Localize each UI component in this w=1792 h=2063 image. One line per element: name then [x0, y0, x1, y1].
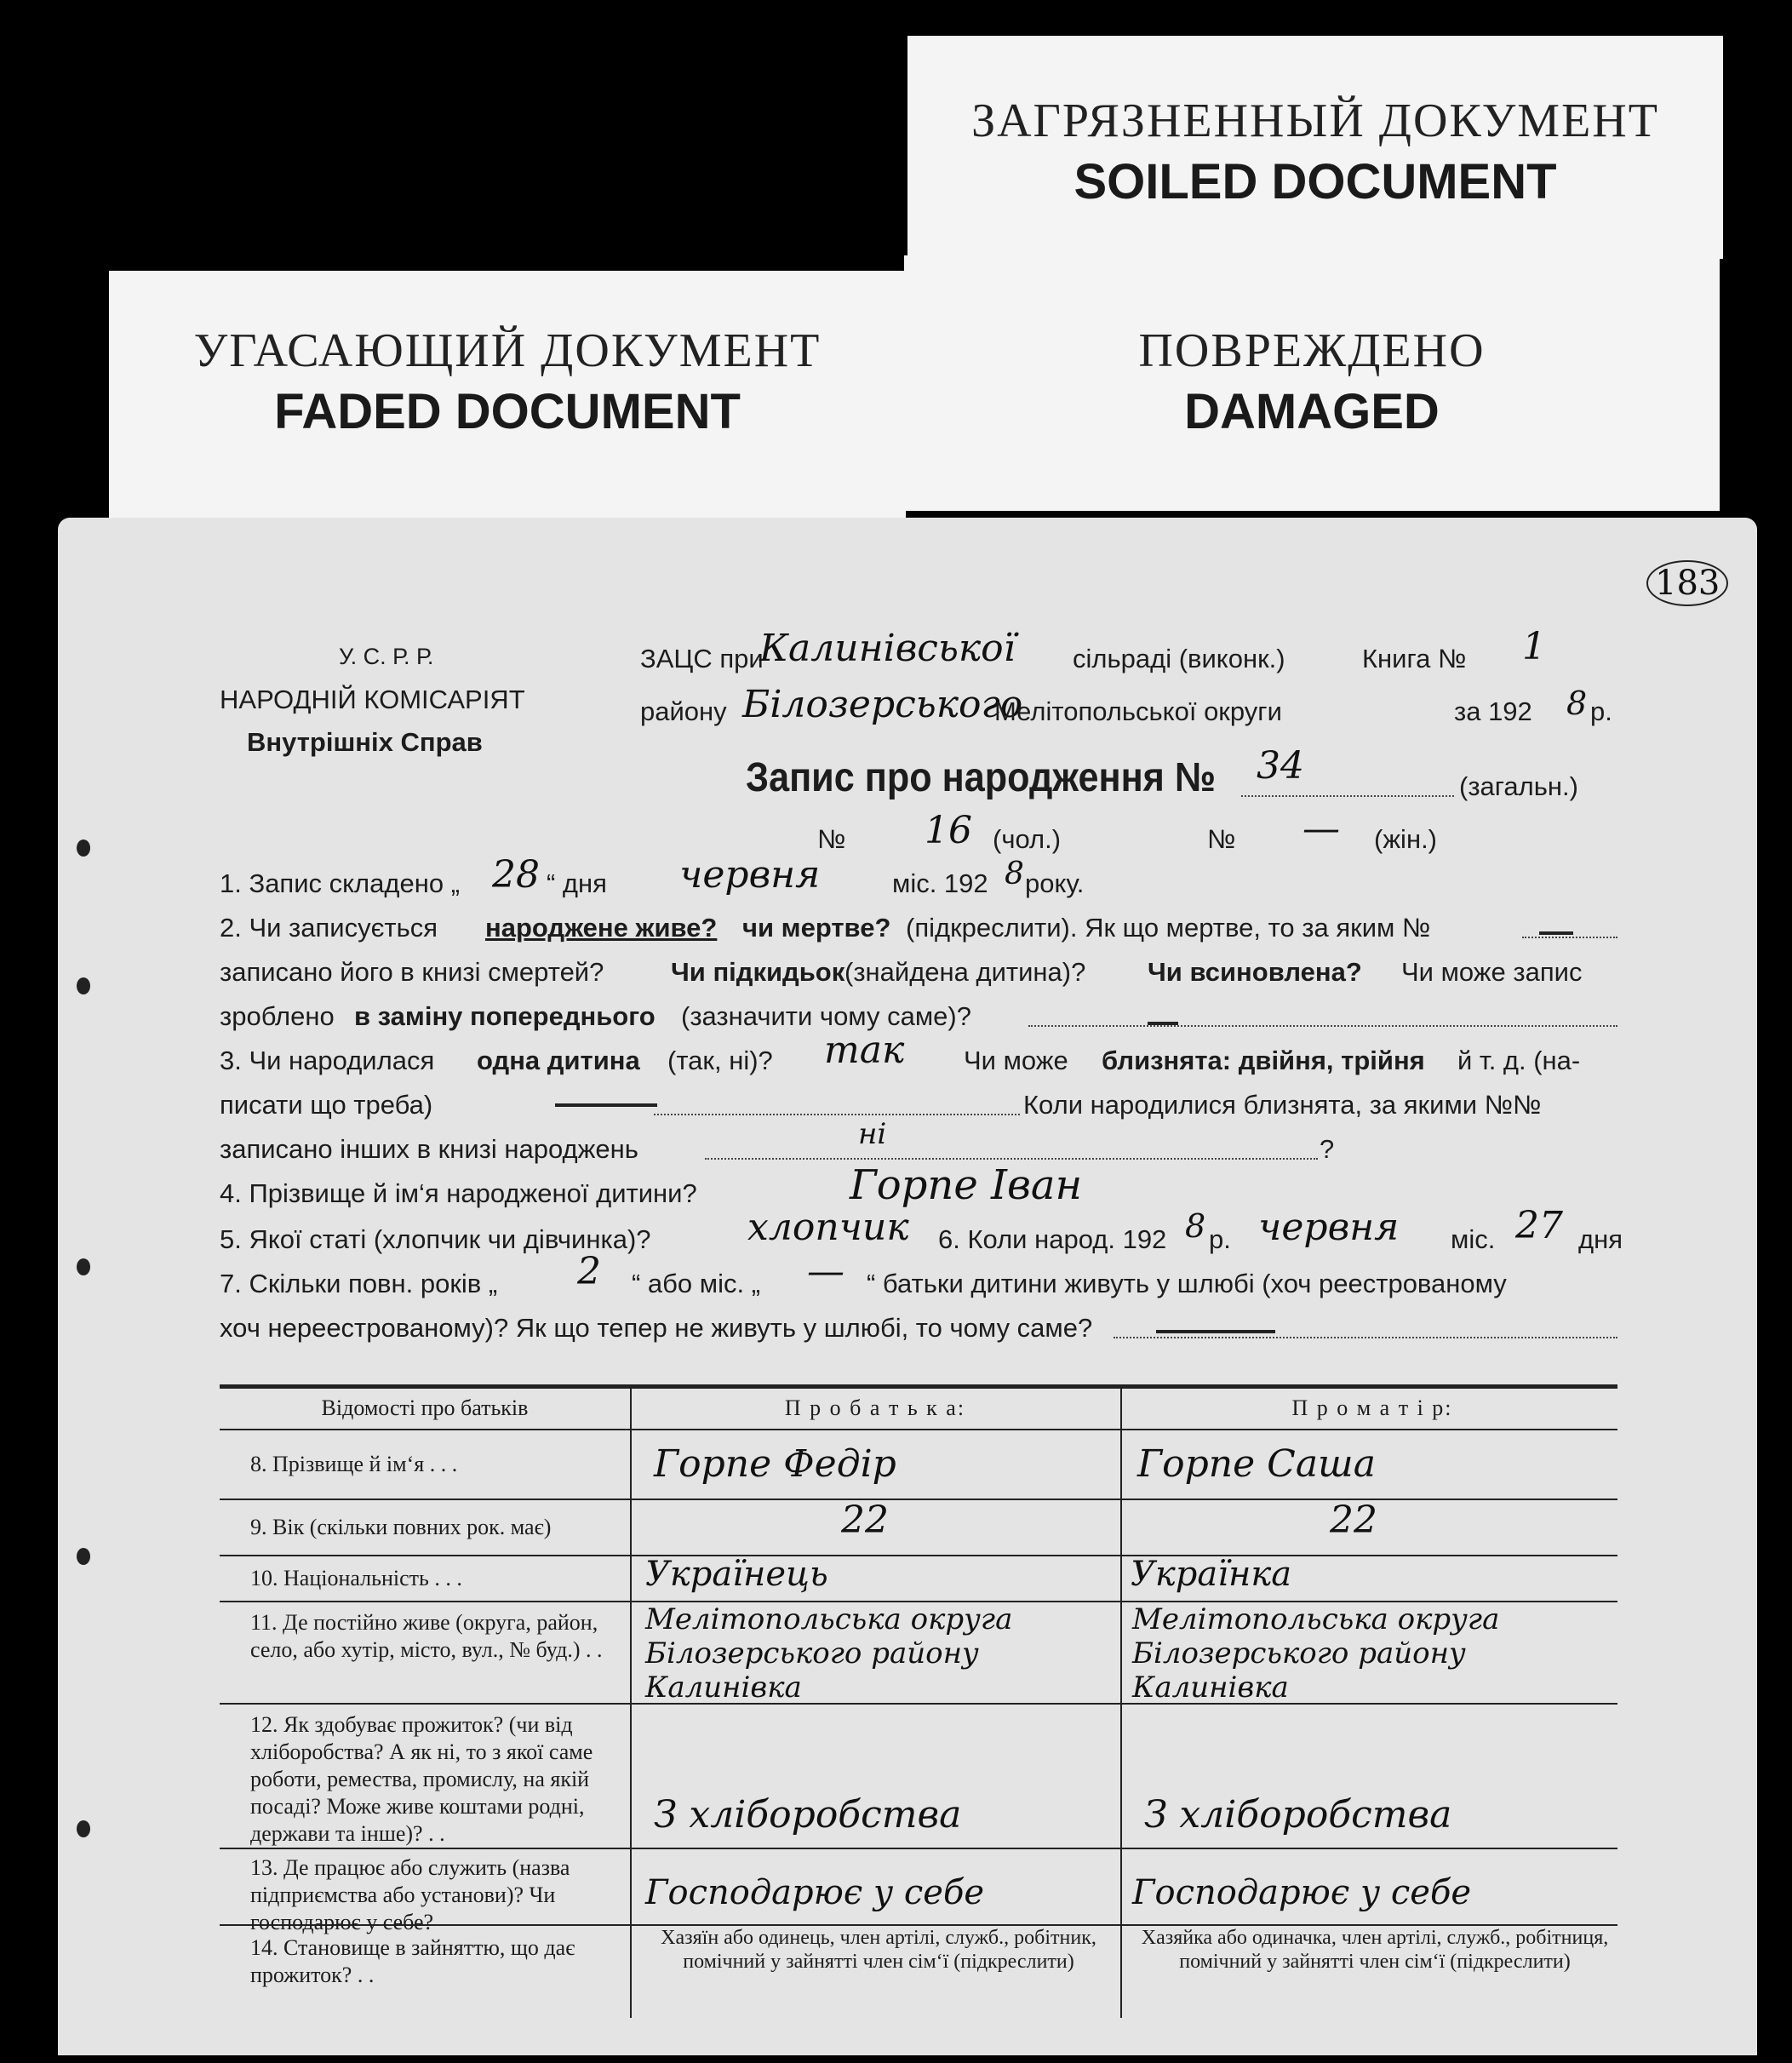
q6-r: р. — [1209, 1224, 1231, 1254]
q2-line2-d: Чи всиновлена? — [1148, 957, 1362, 987]
year-suffix: р. — [1590, 696, 1612, 726]
q2-line1-d: (підкреслити). Як що мертве, то за яким № — [906, 913, 1431, 943]
mother-residence: Мелітопольська округа Білозерського району Калинівка — [1132, 1602, 1500, 1705]
faded-document-label — [109, 271, 906, 518]
blank-line — [1114, 1337, 1617, 1338]
q2-line2-e: Чи може запис — [1401, 957, 1583, 987]
punch-hole — [77, 840, 90, 857]
q3-line1-b: одна дитина — [477, 1046, 640, 1075]
q7-line2: хоч нереестрованому)? Як що тепер не живуть у шлюбі, то чому саме? — [220, 1313, 1093, 1343]
q3-question-mark: ? — [1320, 1134, 1335, 1164]
row11-label: 11. Де постійно живе (округа, район, село, або хутір, місто, вул., № буд.) . . — [250, 1610, 603, 1662]
q3-answer: так — [824, 1029, 905, 1072]
row8-label: 8. Прізвище й ім‘я . . . — [250, 1452, 458, 1476]
row9-label: 9. Вік (скільки повних рок. має) — [250, 1515, 552, 1539]
commissariat-header: НАРОДНІЙ КОМІСАРІЯТ — [220, 685, 525, 714]
district-suffix: Мелітопольської округи — [994, 696, 1282, 726]
faded-label-ru: УГАСАЮЩИЙ ДОКУМЕНТ — [193, 324, 822, 377]
q2-line3-a: зроблено — [220, 1001, 335, 1031]
q2-line1-b: народжене живе? — [485, 913, 718, 943]
faded-label-en: FADED DOCUMENT — [274, 384, 741, 439]
father-nationality: Українець — [645, 1555, 828, 1594]
soiled-label-en: SOILED DOCUMENT — [1073, 154, 1557, 209]
blank-line — [705, 1158, 1318, 1160]
mother-nationality: Українка — [1131, 1555, 1292, 1594]
father-livelihood: З хліборобства — [654, 1793, 962, 1837]
record-title: Запис про народження № — [746, 755, 1217, 800]
male-label: (чол.) — [993, 824, 1062, 854]
child-sex: хлопчик — [747, 1206, 909, 1249]
page-number: 183 — [1646, 560, 1728, 606]
book-label: Книга № — [1362, 644, 1467, 673]
q2-line2-a: записано його в книзі смертей? — [220, 957, 604, 987]
row12-label: 12. Як здобуває прожиток? (чи від хліборобства? А як ні, то з якої саме роботи, ремества, промислу, на якій посаді? Може живе коштами родні, держави та інше)? . . — [250, 1712, 593, 1846]
district-prefix: району — [640, 696, 727, 726]
internal-affairs-header: Внутрішніх Справ — [247, 727, 483, 757]
mother-livelihood: З хліборобства — [1144, 1793, 1452, 1837]
q7-line1-b: “ або міс. „ — [632, 1269, 761, 1298]
district-handwritten: Білозерського — [742, 683, 1023, 726]
q5-label: 5. Якої статі (хлопчик чи дівчинка)? — [220, 1224, 651, 1254]
marriage-months: — — [807, 1250, 844, 1293]
father-name: Горпе Федір — [654, 1442, 896, 1486]
female-label: (жін.) — [1374, 824, 1438, 854]
q4-label: 4. Прізвище й ім‘я народженої дитини? — [220, 1178, 697, 1208]
q2-dash — [1539, 931, 1573, 935]
q1-prefix: 1. Запис складено „ — [220, 868, 461, 898]
q6-mis: міс. — [1451, 1224, 1496, 1254]
birth-day: 27 — [1515, 1204, 1563, 1247]
q3-line1-e: близнята: двійня, трійня — [1102, 1046, 1425, 1075]
q6-label: 6. Коли народ. 192 — [938, 1224, 1167, 1254]
birth-month: червня — [1258, 1206, 1400, 1249]
q3-dash — [555, 1103, 657, 1107]
q2-line3-c: (зазначити чому саме)? — [681, 1001, 971, 1031]
damaged-label-en: DAMAGED — [1184, 384, 1440, 439]
mother-employment-status: Хазяйка або одиначка, член артілі, служб., робітниця, помічний у зайнятті член сім‘ї (підкреслити) — [1141, 1927, 1609, 1973]
mother-workplace: Господарює у себе — [1132, 1873, 1472, 1912]
birth-record-form — [58, 518, 1757, 2055]
q3-line3-a: записано інших в книзі народжень — [220, 1134, 638, 1164]
q1-mid: “ дня — [547, 868, 607, 898]
q3-line1-f: й т. д. (на- — [1457, 1046, 1581, 1075]
zags-handwritten: Калинівської — [759, 627, 1016, 670]
q6-dnia: дня — [1578, 1224, 1623, 1254]
row14-label: 14. Становище в зайняттю, що дає прожиток? . . — [250, 1935, 575, 1987]
q3-line2-a: писати що треба) — [220, 1090, 433, 1120]
damaged-document-label — [904, 255, 1720, 511]
mother-name: Горпе Саша — [1137, 1442, 1376, 1486]
q1-month: червня — [679, 853, 821, 897]
year-prefix: за 192 — [1454, 696, 1532, 726]
punch-hole — [77, 977, 90, 994]
father-residence: Мелітопольська округа Білозерського району Калинівка — [645, 1602, 1013, 1705]
female-number: — — [1302, 807, 1340, 851]
q2-line2-b: Чи підкидьок — [671, 957, 845, 987]
mother-age: 22 — [1330, 1499, 1377, 1542]
birth-year: 8 — [1185, 1207, 1206, 1245]
q2-line1-c: чи мертве? — [742, 913, 891, 943]
q2-line3-b: в заміну попереднього — [354, 1001, 656, 1031]
blank-line — [1241, 795, 1454, 797]
q3-line1-d: Чи може — [964, 1046, 1068, 1075]
village-council: сільраді (виконк.) — [1073, 644, 1285, 673]
blank-line — [654, 1114, 1020, 1115]
q3-line1-c: (так, ні)? — [667, 1046, 773, 1075]
book-number: 1 — [1522, 625, 1546, 668]
blank-line — [1028, 1025, 1617, 1027]
father-employment-status: Хазяїн або одинець, член артілі, служб., робітник, помічний у зайнятті член сім‘ї (підкреслити) — [661, 1927, 1096, 1973]
q3-line2-b: Коли народилися близнята, за якими №№ — [1023, 1090, 1542, 1120]
punch-hole — [77, 1820, 90, 1837]
row13-label: 13. Де працює або служить (назва підприємства або установи)? Чи господарює у себе? — [250, 1855, 570, 1934]
general-label: (загальн.) — [1459, 771, 1578, 801]
blank-line — [1522, 937, 1617, 938]
zags-prefix: ЗАЦС при — [640, 644, 764, 673]
marriage-years: 2 — [577, 1250, 601, 1293]
q1-suffix: міс. 192 — [892, 868, 988, 898]
q1-year: 8 — [1005, 857, 1024, 891]
soiled-document-label — [907, 36, 1723, 259]
year-handwritten: 8 — [1566, 685, 1588, 722]
father-workplace: Господарює у себе — [645, 1873, 985, 1912]
q1-day: 28 — [492, 853, 540, 897]
q2-line2-c: (знайдена дитина)? — [844, 957, 1086, 987]
male-number-sign: № — [817, 824, 846, 854]
punch-hole — [77, 1258, 90, 1275]
table-header-father: П р о б а т ь к а: — [784, 1395, 966, 1420]
q1-end: року. — [1025, 868, 1085, 898]
q7-line1-a: 7. Скільки повн. років „ — [220, 1269, 498, 1298]
male-number: 16 — [925, 809, 972, 852]
soiled-label-ru: ЗАГРЯЗНЕННЫЙ ДОКУМЕНТ — [971, 95, 1659, 147]
table-header-mother: П р о м а т і р: — [1291, 1395, 1453, 1420]
ussr-header: У. С. Р. Р. — [339, 644, 434, 669]
punch-hole — [77, 1548, 90, 1565]
q7-line1-c: “ батьки дитини живуть у шлюбі (хоч реестрованому — [867, 1269, 1507, 1298]
q7-dash — [1156, 1330, 1275, 1333]
q2-line1-a: 2. Чи записується — [220, 913, 438, 943]
q3-other-records: ні — [858, 1117, 887, 1151]
table-header-info: Відомості про батьків — [321, 1395, 529, 1420]
record-number: 34 — [1257, 744, 1304, 788]
row10-label: 10. Національність . . . — [250, 1566, 462, 1590]
child-name: Горпе Іван — [850, 1161, 1083, 1209]
father-age: 22 — [841, 1499, 889, 1542]
damaged-label-ru: ПОВРЕЖДЕНО — [1138, 324, 1486, 377]
q3-line1-a: 3. Чи народилася — [220, 1046, 435, 1075]
female-number-sign: № — [1207, 824, 1236, 854]
